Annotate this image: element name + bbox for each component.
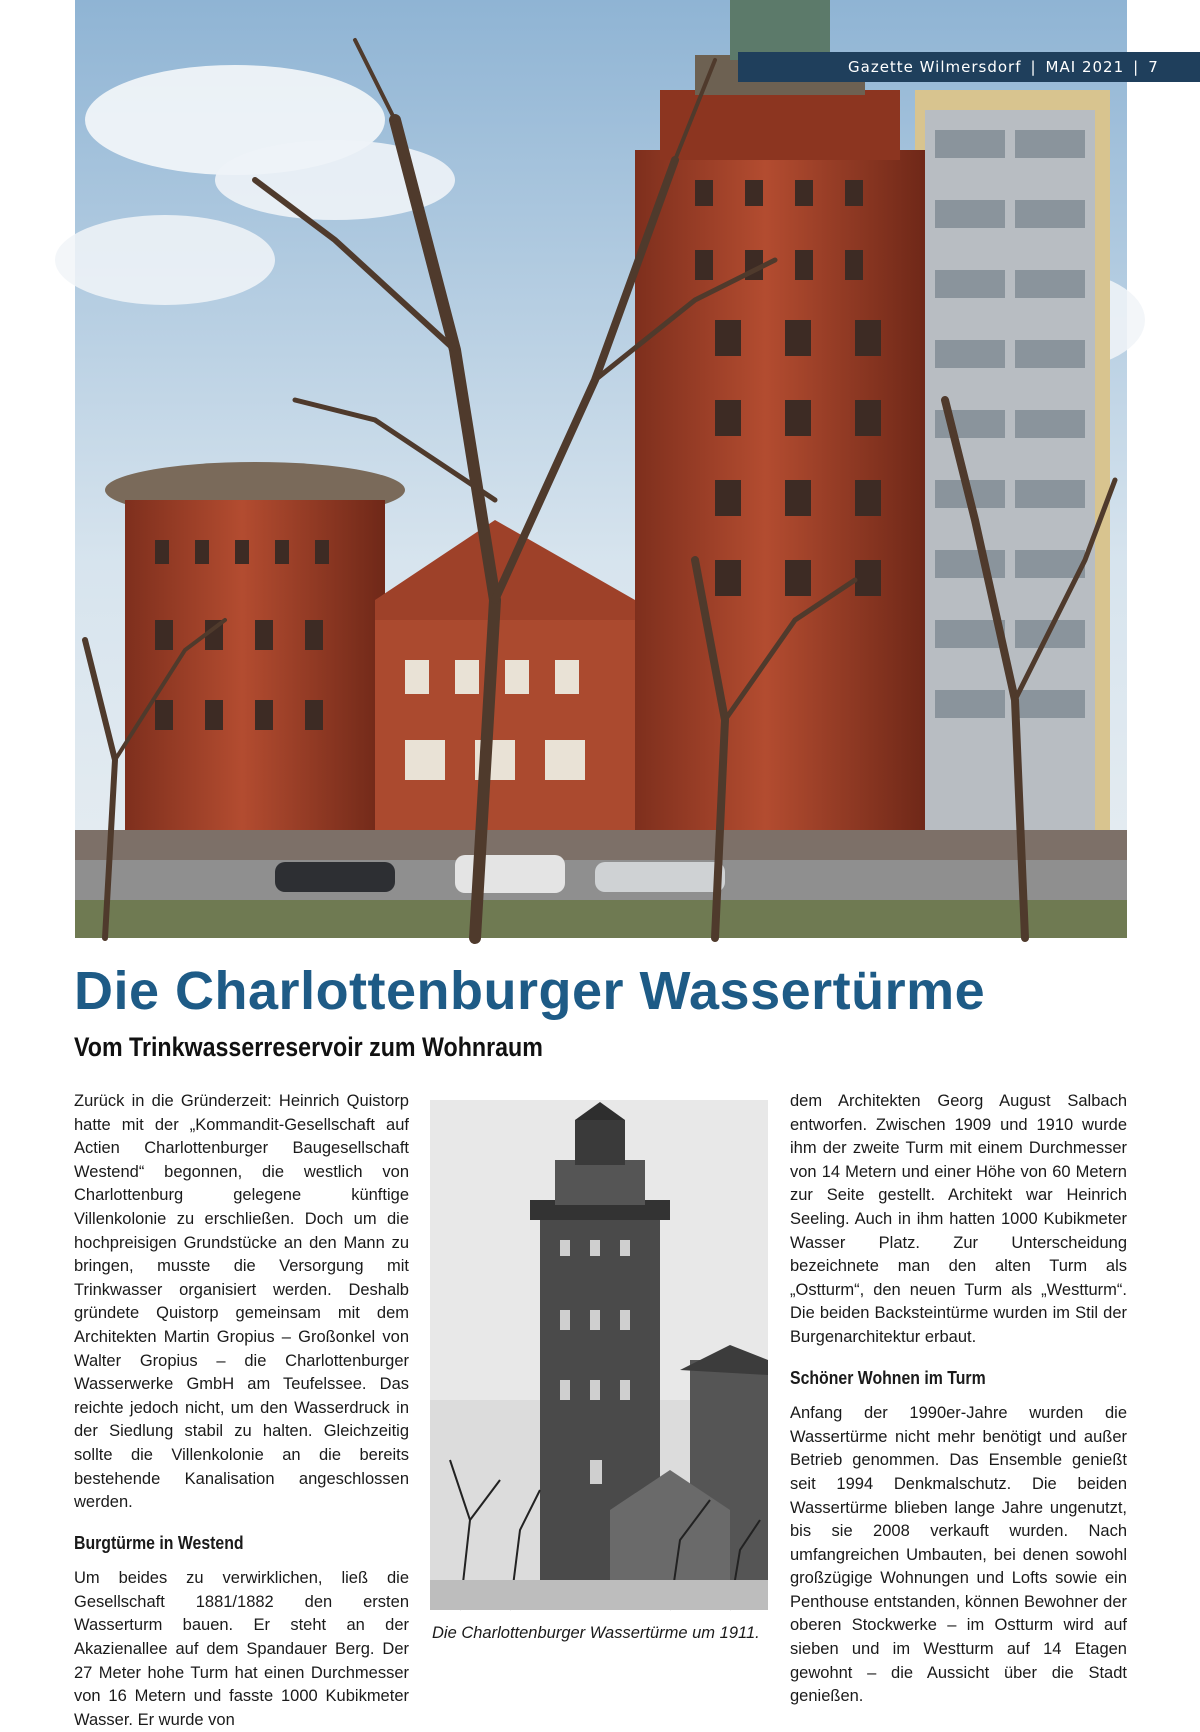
- body-paragraph: Um beides zu verwirklichen, ließ die Gesellschaft 1881/1882 den ersten Wasserturm bauen. Er steht an der Akazienallee auf dem Spandauer Berg. Der 27 Meter hohe Turm hat einen Durchmesser von 16 Metern und fasste 1000 Kubikmeter Wasser. Er wurde von: [74, 1569, 409, 1729]
- intro-paragraph: Zurück in die Gründerzeit: Heinrich Quistorp hatte mit der „Kommandit-Gesellschaft auf Actien Charlottenburger Baugesellschaft Westend“ begonnen, die westlich von Charlottenburg gelegene künftige Villenkolonie zu erschließen. Doch um die hochpreisigen Grundstücke an den Mann zu bringen, musste die Versorgung mit Trinkwasser organisiert werden. Deshalb gründete Quistorp gemeinsam mit dem Architekten Martin Gropius – Großonkel von Walter Gropius – die Charlottenburger Wasserwerke GmbH am Teufelssee. Das reichte jedoch nicht, um den Wasserdruck in der Siedlung stabil zu halten. Gleichzeitig sollte die Villenkolonie an die bereits bestehende Kanalisation angeschlossen werden.: [74, 1092, 409, 1512]
- left-column: [74, 1090, 409, 1732]
- article-title: Die Charlottenburger Wassertürme: [74, 961, 986, 1021]
- header-separator: |: [1133, 58, 1140, 76]
- running-header: [738, 52, 1200, 82]
- article-subtitle: Vom Trinkwasserreservoir zum Wohnraum: [74, 1032, 543, 1062]
- historic-photo: [430, 1100, 768, 1610]
- body-paragraph: Anfang der 1990er-Jahre wurden die Wassertürme nicht mehr benötigt und außer Betrieb genommen. Das Ensemble genießt seit 1994 Denkmalschutz. Die beiden Wassertürme blieben lange Jahre ungenutzt, bis sie 2008 verkauft wurden. Nach umfangreichen Umbauten, bei denen sowohl großzügige Wohnungen und Lofts sowie ein Penthouse entstanden, können Bewohner der oberen Stockwerke – im Ostturm wird auf sieben und im Westturm auf 14 Etagen gewohnt – die Aussicht über die Stadt genießen.: [790, 1404, 1127, 1706]
- water-towers-photo: [75, 0, 1127, 938]
- section-heading: Schöner Wohnen im Turm: [790, 1367, 986, 1388]
- hero-photo: [75, 0, 1127, 938]
- publication-name: Gazette Wilmersdorf: [848, 58, 1022, 76]
- right-column: [790, 1090, 1127, 1709]
- historic-towers-image: [430, 1100, 768, 1610]
- page-number: 7: [1148, 58, 1159, 76]
- issue-date: MAI 2021: [1045, 58, 1125, 76]
- body-paragraph: dem Architekten Georg August Salbach entworfen. Zwischen 1909 und 1910 wurde ihm der zweite Turm mit einem Durchmesser von 14 Metern und einer Höhe von 60 Metern zur Seite gestellt. Architekt war Heinrich Seeling. Auch in ihm hatten 1000 Kubikmeter Wasser Platz. Zur Unterscheidung bezeichnete man den alten Turm als „Ostturm“, den neuen Turm als „Westturm“. Die beiden Backsteintürme wurden im Stil der Burgenarchitektur erbaut.: [790, 1092, 1127, 1346]
- figure-caption: Die Charlottenburger Wassertürme um 1911.: [432, 1624, 760, 1642]
- header-separator: |: [1030, 58, 1037, 76]
- section-heading: Burgtürme in Westend: [74, 1532, 244, 1553]
